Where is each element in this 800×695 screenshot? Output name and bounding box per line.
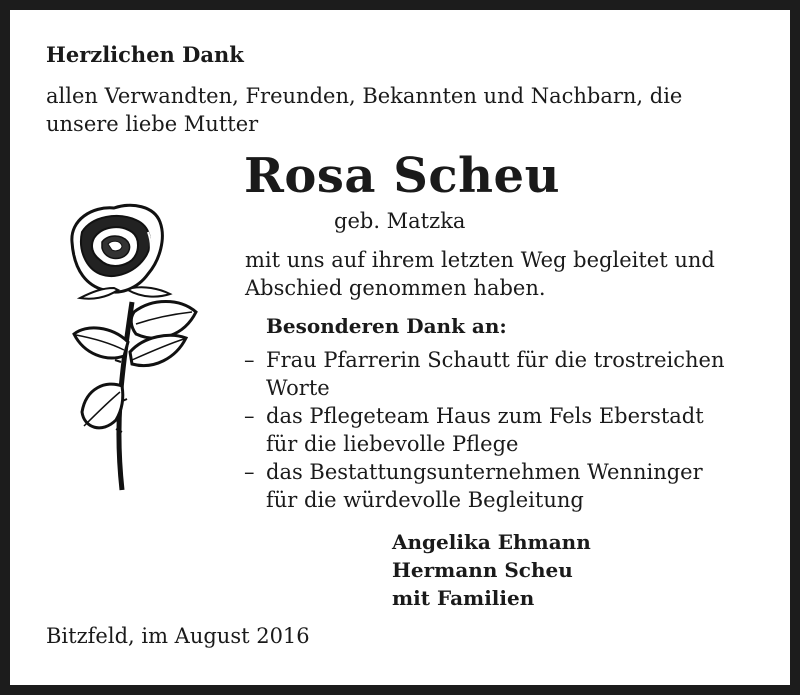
thanks-item-2-line-1: das Pflegeteam Haus zum Fels Eberstadt — [266, 404, 704, 428]
thanks-item-3-line-1: das Bestattungsunternehmen Wenninger — [266, 460, 703, 484]
thanks-dash-1: – — [244, 348, 255, 372]
maiden-name: geb. Matzka — [334, 209, 466, 233]
intro-line-1: allen Verwandten, Freunden, Bekannten und Nachbarn, die — [46, 84, 683, 108]
intro-line-2: unsere liebe Mutter — [46, 112, 259, 136]
rose-icon — [62, 202, 202, 494]
signatory-1: Angelika Ehmann — [392, 530, 591, 554]
thanks-item-1-line-2: Worte — [266, 376, 330, 400]
place-date: Bitzfeld, im August 2016 — [46, 624, 310, 648]
body-line-1: mit uns auf ihrem letzten Weg begleitet und — [245, 248, 715, 272]
body-line-2: Abschied genommen haben. — [245, 276, 546, 300]
signatory-3: mit Familien — [392, 586, 535, 610]
signatory-2: Hermann Scheu — [392, 558, 573, 582]
thanks-item-1-line-1: Frau Pfarrerin Schautt für die trostreichen — [266, 348, 725, 372]
thanks-item-2-line-2: für die liebevolle Pflege — [266, 432, 519, 456]
notice-heading: Herzlichen Dank — [46, 42, 244, 67]
special-thanks-heading: Besonderen Dank an: — [266, 314, 507, 338]
thanks-dash-3: – — [244, 460, 255, 484]
deceased-name: Rosa Scheu — [244, 148, 560, 204]
thanks-dash-2: – — [244, 404, 255, 428]
thanks-item-3-line-2: für die würdevolle Begleitung — [266, 488, 584, 512]
